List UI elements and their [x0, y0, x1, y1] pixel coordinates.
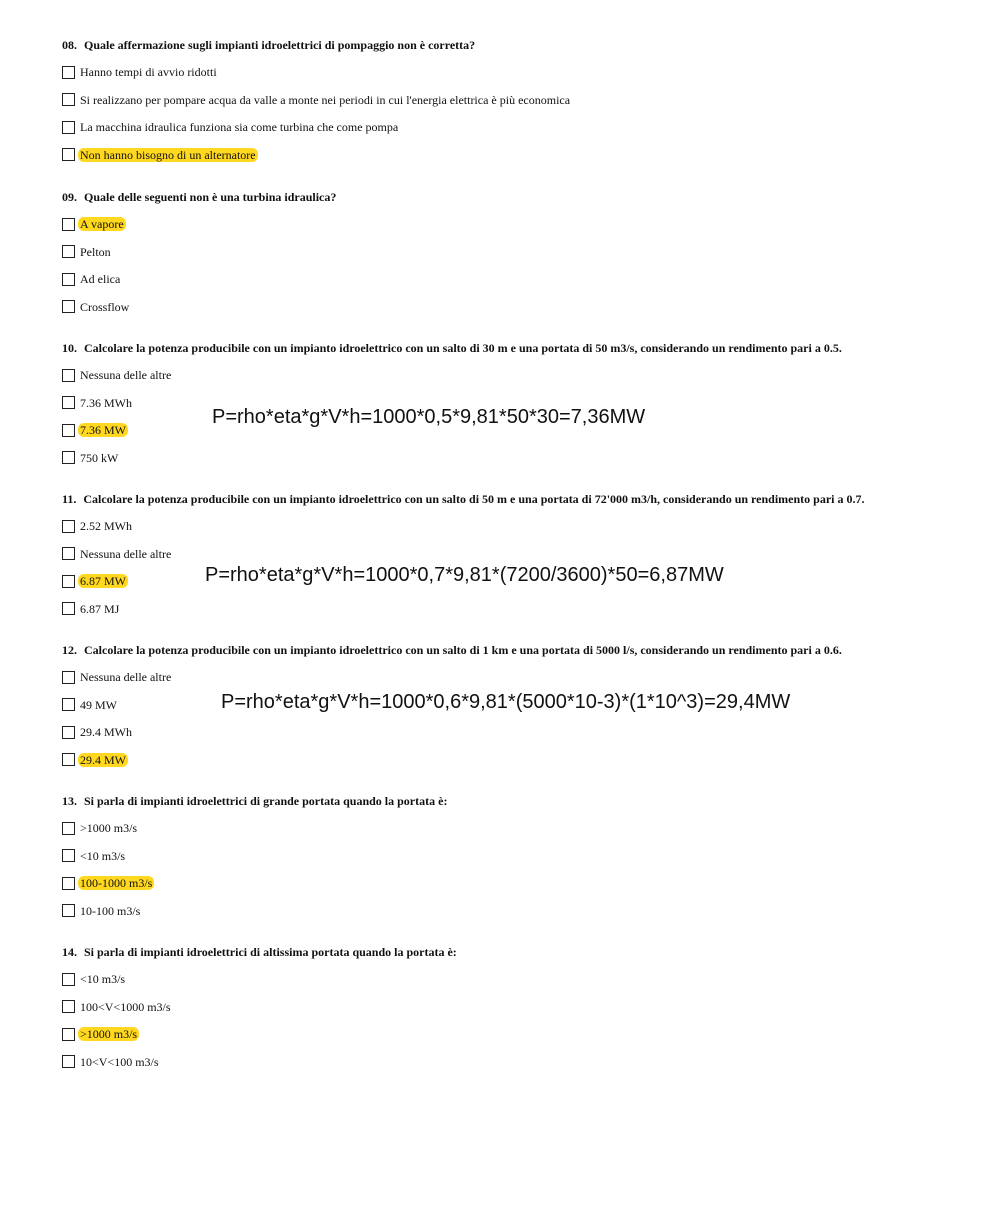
option-label: Nessuna delle altre — [80, 546, 172, 561]
checkbox[interactable] — [62, 753, 75, 766]
option-label-highlighted: 6.87 MW — [80, 574, 126, 589]
option-label: >1000 m3/s — [80, 821, 138, 835]
question-text: Calcolare la potenza producibile con un impianto idroelettrico con un salto di 50 m e una portata di 72'000 m3/h, considerando un rendimento pari a 0.7. — [83, 492, 865, 506]
question-title — [62, 794, 447, 808]
answer-option[interactable] — [62, 217, 336, 231]
checkbox[interactable] — [62, 1055, 75, 1068]
question-title — [62, 38, 572, 52]
answer-option[interactable] — [62, 849, 447, 863]
option-label: La macchina idraulica funziona sia come turbina che come pompa — [80, 120, 399, 135]
option-label: Hanno tempi di avvio ridotti — [80, 65, 217, 79]
question-text: Calcolare la potenza producibile con un impianto idroelettrico con un salto di 1 km e una portata di 5000 l/s, considerando un rendimento pari a 0.6. — [84, 643, 842, 657]
option-label-highlighted: A vapore — [80, 217, 124, 231]
question-text: Quale delle seguenti non è una turbina idraulica? — [84, 190, 337, 204]
answer-option[interactable] — [62, 753, 842, 767]
answer-option[interactable] — [62, 1055, 457, 1069]
question-14 — [62, 945, 457, 1082]
option-label: 7.36 MWh — [80, 395, 132, 410]
formula-q12: P=rho*eta*g*V*h=1000*0,6*9,81*(5000*10-3)*(1*10^3)=29,4MW — [221, 691, 791, 713]
question-08 — [62, 38, 572, 175]
option-label: <10 m3/s — [80, 848, 126, 863]
answer-option[interactable] — [62, 547, 865, 561]
checkbox[interactable] — [62, 520, 75, 533]
option-label: 10<V<100 m3/s — [80, 1054, 159, 1069]
question-number: 11. — [62, 492, 77, 506]
option-label-highlighted: 29.4 MW — [80, 752, 126, 767]
answer-option[interactable] — [62, 1000, 457, 1014]
question-title — [62, 190, 336, 204]
answer-option[interactable] — [62, 1027, 457, 1041]
option-label: 10-100 m3/s — [80, 903, 141, 918]
option-label: 100<V<1000 m3/s — [80, 999, 171, 1014]
checkbox[interactable] — [62, 602, 75, 615]
answer-option[interactable] — [62, 120, 572, 134]
option-label-highlighted: 100-1000 m3/s — [80, 876, 153, 891]
option-label: Pelton — [80, 244, 111, 259]
question-title — [62, 643, 842, 657]
answer-option[interactable] — [62, 368, 842, 382]
answer-option[interactable] — [62, 602, 865, 616]
option-label: 750 kW — [80, 450, 119, 465]
option-label: <10 m3/s — [80, 972, 126, 986]
option-label: Ad elica — [80, 272, 121, 287]
checkbox[interactable] — [62, 822, 75, 835]
checkbox[interactable] — [62, 1000, 75, 1013]
question-title — [62, 341, 842, 355]
answer-option[interactable] — [62, 245, 336, 259]
answer-option[interactable] — [62, 670, 842, 684]
answer-option[interactable] — [62, 272, 336, 286]
question-title — [62, 945, 457, 959]
answer-option[interactable] — [62, 725, 842, 739]
answer-option[interactable] — [62, 93, 572, 107]
checkbox[interactable] — [62, 218, 75, 231]
option-label-highlighted: >1000 m3/s — [80, 1027, 138, 1042]
checkbox[interactable] — [62, 973, 75, 986]
answer-option[interactable] — [62, 876, 447, 890]
answer-option[interactable] — [62, 904, 447, 918]
answer-option[interactable] — [62, 972, 457, 986]
question-text: Quale affermazione sugli impianti idroelettrici di pompaggio non è corretta? — [84, 38, 476, 52]
checkbox[interactable] — [62, 671, 75, 684]
question-number: 13. — [62, 794, 77, 808]
option-label: 6.87 MJ — [80, 601, 120, 616]
question-text: Si parla di impianti idroelettrici di altissima portata quando la portata è: — [84, 945, 457, 959]
checkbox[interactable] — [62, 396, 75, 409]
question-text: Si parla di impianti idroelettrici di grande portata quando la portata è: — [84, 794, 448, 808]
question-number: 09. — [62, 190, 77, 204]
checkbox[interactable] — [62, 424, 75, 437]
question-title — [62, 492, 865, 506]
option-label-highlighted: 7.36 MW — [80, 423, 126, 438]
checkbox[interactable] — [62, 300, 75, 313]
question-number: 12. — [62, 643, 77, 657]
question-number: 08. — [62, 38, 77, 52]
answer-option[interactable] — [62, 65, 572, 79]
checkbox[interactable] — [62, 1028, 75, 1041]
checkbox[interactable] — [62, 66, 75, 79]
option-label: Si realizzano per pompare acqua da valle a monte nei periodi in cui l'energia elettrica è più economica — [80, 92, 571, 107]
checkbox[interactable] — [62, 698, 75, 711]
question-11 — [62, 492, 865, 629]
option-label: 2.52 MWh — [80, 519, 132, 533]
answer-option[interactable] — [62, 519, 865, 533]
checkbox[interactable] — [62, 369, 75, 382]
answer-option[interactable] — [62, 451, 842, 465]
checkbox[interactable] — [62, 148, 75, 161]
question-text: Calcolare la potenza producibile con un impianto idroelettrico con un salto di 30 m e una portata di 50 m3/s, considerando un rendimento pari a 0.5. — [84, 341, 842, 355]
checkbox[interactable] — [62, 575, 75, 588]
checkbox[interactable] — [62, 547, 75, 560]
option-label: 49 MW — [80, 697, 117, 712]
checkbox[interactable] — [62, 726, 75, 739]
question-number: 14. — [62, 945, 77, 959]
option-label: Crossflow — [80, 299, 130, 314]
checkbox[interactable] — [62, 245, 75, 258]
question-09 — [62, 190, 336, 327]
option-label: 29.4 MWh — [80, 725, 132, 740]
option-label: Nessuna delle altre — [80, 368, 172, 382]
answer-option[interactable] — [62, 300, 336, 314]
checkbox[interactable] — [62, 273, 75, 286]
option-label: Nessuna delle altre — [80, 670, 172, 684]
checkbox[interactable] — [62, 121, 75, 134]
checkbox[interactable] — [62, 93, 75, 106]
question-13 — [62, 794, 447, 931]
answer-option[interactable] — [62, 821, 447, 835]
answer-option[interactable] — [62, 148, 572, 162]
question-number: 10. — [62, 341, 77, 355]
checkbox[interactable] — [62, 877, 75, 890]
formula-q10: P=rho*eta*g*V*h=1000*0,5*9,81*50*30=7,36MW — [212, 406, 646, 428]
checkbox[interactable] — [62, 849, 75, 862]
checkbox[interactable] — [62, 904, 75, 917]
formula-q11: P=rho*eta*g*V*h=1000*0,7*9,81*(7200/3600)*50=6,87MW — [205, 564, 724, 586]
checkbox[interactable] — [62, 451, 75, 464]
option-label-highlighted: Non hanno bisogno di un alternatore — [80, 147, 256, 162]
